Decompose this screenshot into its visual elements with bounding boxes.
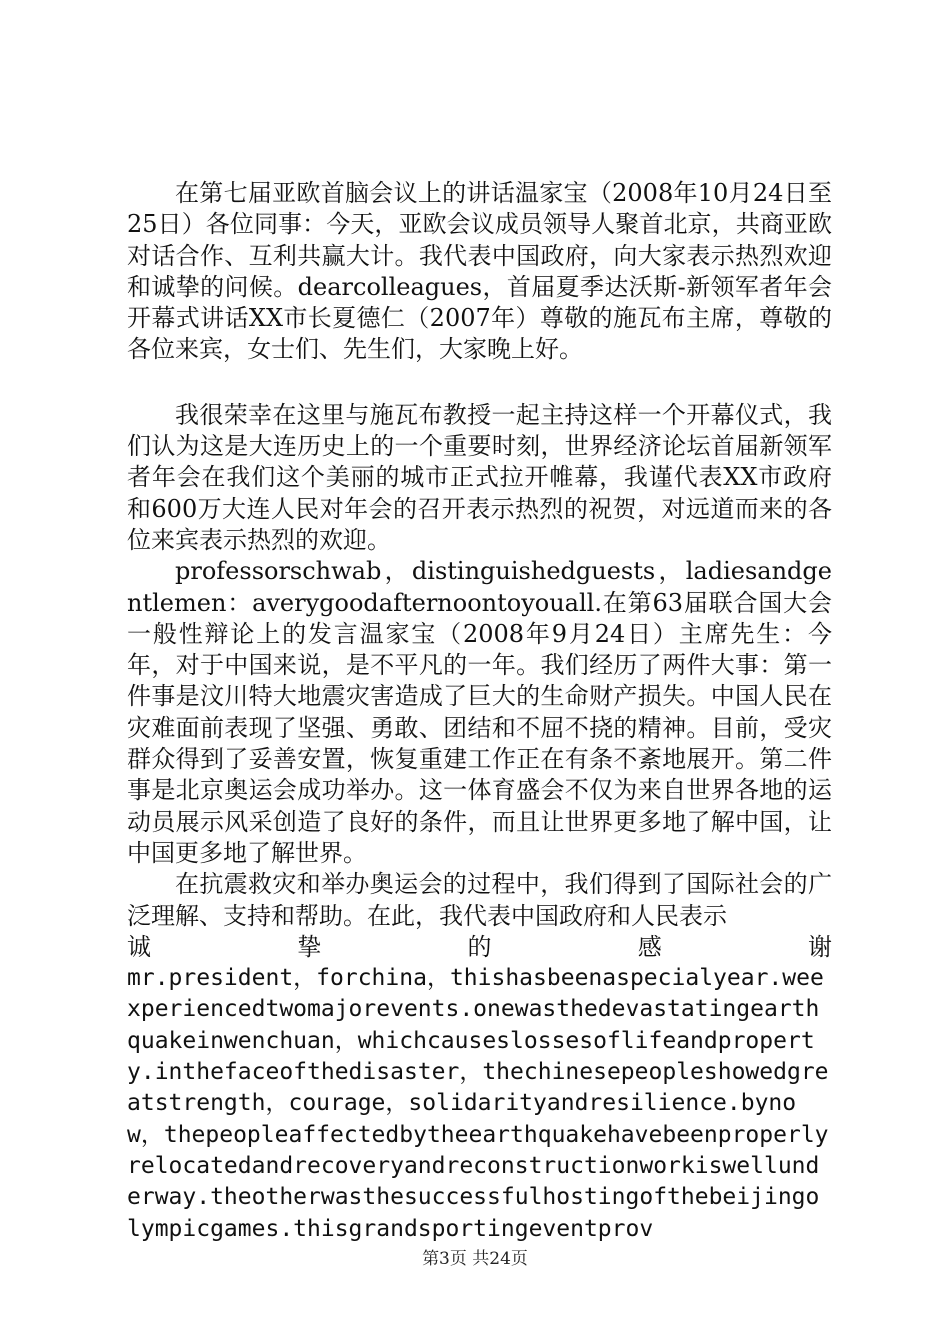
spread-char: 挚 [297, 932, 322, 961]
paragraph-2: 我很荣幸在这里与施瓦布教授一起主持这样一个开幕仪式，我们认为这是大连历史上的一个重要时刻，世界经济论坛首届新领军者年会在我们这个美丽的城市正式拉开帷幕，我谨代表XX市政府和600万大连人民对年会的召开表示热烈的祝贺，对远道而来的各位来宾表示热烈的欢迎。 [127, 400, 832, 554]
paragraph-1: 在第七届亚欧首脑会议上的讲话温家宝（2008年10月24日至25日）各位同事：今天，亚欧会议成员领导人聚首北京，共商亚欧对话合作、互利共赢大计。我代表中国政府，向大家表示热烈欢迎和诚挚的问候。dearcolleagues，首届夏季达沃斯-新领军者年会开幕式讲话XX市长夏德仁（2007年）尊敬的施瓦布主席，尊敬的各位来宾，女士们、先生们，大家晚上好。 [127, 179, 832, 364]
english-paragraph: mr.president，forchina，thishasbeenaspecialyear.weexperiencedtwomajorevents.onewasthedevastatingearthquakeinwenchuan，whichcauseslossesoflifeandproperty.inthefaceofthedisaster，thechinesepeopleshowedgreatstrength，courage，solidarityandresilience.bynow，thepeopleaffectedbytheearthquakehavebeenproperlyrelocatedandrecoveryandreconstructionworkiswellunderway.theotherwasthesuccessfulhostingofthebeijingolympicgames.thisgrandsportingeventprov [127, 965, 829, 1242]
page-footer [0, 1244, 950, 1269]
spread-char: 谢 [808, 932, 832, 961]
spread-char: 感 [637, 932, 662, 961]
spread-justified-line [127, 932, 832, 963]
spread-char: 诚 [127, 932, 151, 961]
paragraph-4: 在抗震救灾和举办奥运会的过程中，我们得到了国际社会的广泛理解、支持和帮助。在此，我代表中国政府和人民表示 [127, 870, 832, 930]
spread-char: 的 [467, 932, 492, 961]
document-body [127, 178, 832, 1245]
page-number-label: 第3页 共24页 [422, 1249, 528, 1269]
paragraph-3: professorschwab，distinguishedguests，ladiesandgentlemen：averygoodafternoontoyouall.在第63届联合国大会一般性辩论上的发言温家宝（2008年9月24日）主席先生：今年，对于中国来说，是不平凡的一年。我们经历了两件大事：第一件事是汶川特大地震灾害造成了巨大的生命财产损失。中国人民在灾难面前表现了坚强、勇敢、团结和不屈不挠的精神。目前，受灾群众得到了妥善安置，恢复重建工作正在有条不紊地展开。第二件事是北京奥运会成功举办。这一体育盛会不仅为来自世界各地的运动员展示风采创造了良好的条件，而且让世界更多地了解中国，让中国更多地了解世界。 [127, 557, 832, 867]
paragraph-spacer [127, 366, 832, 400]
